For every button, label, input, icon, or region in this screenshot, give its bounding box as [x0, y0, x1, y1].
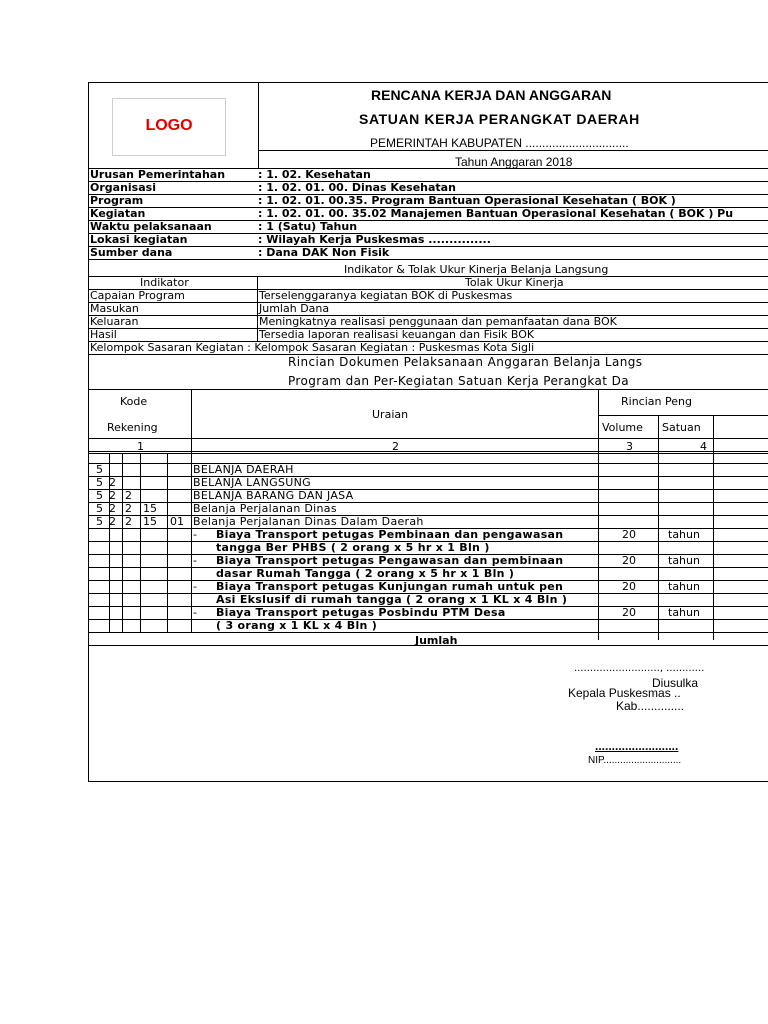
grid-line	[88, 259, 768, 260]
item-bullet: -	[193, 554, 197, 567]
rincian-title: Rincian Dokumen Pelaksanaan Anggaran Belanja Langs	[288, 355, 643, 369]
kabupaten-line: Kab..............	[616, 699, 685, 713]
info-value: : 1. 02. Kesehatan	[258, 168, 371, 181]
diusulkan-label: Diusulka	[652, 676, 699, 690]
rekening-header: Rekening	[107, 421, 158, 434]
grid-line	[257, 276, 258, 341]
info-label: Kegiatan	[90, 207, 146, 220]
kepala-puskesmas: Kepala Puskesmas ..	[568, 686, 681, 700]
uraian-cell: Biaya Transport petugas Pembinaan dan pengawasan	[216, 528, 564, 541]
uraian-cell: BELANJA BARANG DAN JASA	[193, 489, 354, 502]
kode-cell: 5	[96, 489, 103, 502]
grid-line	[88, 489, 768, 490]
kode-cell: 2	[125, 515, 132, 528]
kode-cell: 2	[125, 489, 132, 502]
volume-header: Volume	[602, 421, 643, 434]
indicator-label: Masukan	[90, 302, 139, 315]
logo-text: LOGO	[145, 117, 193, 134]
nip-line: NIP............................	[588, 755, 682, 766]
grid-line	[167, 453, 168, 632]
logo	[112, 98, 226, 156]
jumlah-label: Jumlah	[415, 634, 458, 647]
grid-line	[191, 389, 192, 453]
grid-line	[140, 453, 141, 632]
place-date: ..........................., ............	[574, 663, 705, 674]
volume-cell: 20	[622, 606, 636, 619]
grid-line	[88, 302, 768, 303]
item-bullet: -	[193, 606, 197, 619]
kode-cell: 15	[143, 515, 157, 528]
grid-line	[88, 276, 768, 277]
kelompok-sasaran: Kelompok Sasaran Kegiatan : Kelompok Sasaran Kegiatan : Puskesmas Kota Sigli	[90, 341, 535, 354]
uraian-cell: Biaya Transport petugas Kunjungan rumah untuk pen	[216, 580, 564, 593]
uraian-cell: Belanja Perjalanan Dinas	[193, 502, 337, 515]
volume-cell: 20	[622, 554, 636, 567]
info-value: : 1. 02. 01. 00.35. Program Bantuan Operasional Kesehatan ( BOK )	[258, 194, 676, 207]
grid-line	[88, 515, 768, 516]
uraian-cell: Biaya Transport petugas Pengawasan dan pembinaan	[216, 554, 564, 567]
satuan-cell: tahun	[668, 554, 700, 567]
info-value: : 1 (Satu) Tahun	[258, 220, 358, 233]
tahun-anggaran: Tahun Anggaran 2018	[455, 155, 573, 169]
kode-cell: 2	[109, 502, 116, 515]
grid-line	[88, 246, 768, 247]
indicator-value: Meningkatnya realisasi penggunaan dan pemanfaatan dana BOK	[259, 315, 617, 328]
signatory-name: .........................	[595, 739, 679, 753]
indicator-value: Jumlah Dana	[259, 302, 330, 315]
kode-cell: 15	[143, 502, 157, 515]
grid-line	[122, 453, 123, 632]
uraian-cell: Belanja Perjalanan Dinas Dalam Daerah	[193, 515, 424, 528]
grid-line	[88, 453, 768, 454]
grid-line	[88, 476, 768, 477]
grid-line	[88, 451, 768, 452]
col-number-3: 3	[626, 440, 633, 453]
volume-cell: 20	[622, 528, 636, 541]
indicator-col-header: Indikator	[140, 276, 189, 289]
rincian-subtitle: Program dan Per-Kegiatan Satuan Kerja Perangkat Da	[288, 374, 630, 388]
info-value: : Dana DAK Non Fisik	[258, 246, 390, 259]
col-number-1: 1	[137, 440, 144, 453]
indicator-label: Keluaran	[90, 315, 139, 328]
uraian-header: Uraian	[372, 408, 409, 421]
grid-line	[88, 463, 768, 464]
satuan-cell: tahun	[668, 606, 700, 619]
volume-cell: 20	[622, 580, 636, 593]
info-label: Urusan Pemerintahan	[90, 168, 226, 181]
kode-header: Kode	[120, 395, 148, 408]
indicator-value: Tersedia laporan realisasi keuangan dan Fisik BOK	[259, 328, 535, 341]
doc-subtitle: SATUAN KERJA PERANGKAT DAERAH	[359, 111, 640, 127]
satuan-cell: tahun	[668, 528, 700, 541]
kode-cell: 01	[170, 515, 184, 528]
indicator-value: Terselenggaranya kegiatan BOK di Puskesmas	[259, 289, 513, 302]
kode-cell: 5	[96, 463, 103, 476]
grid-line	[598, 415, 768, 416]
satuan-cell: tahun	[668, 580, 700, 593]
info-label: Waktu pelaksanaan	[90, 220, 212, 233]
uraian-cell: ( 3 orang x 1 KL x 4 Bln )	[216, 619, 378, 632]
info-label: Organisasi	[90, 181, 156, 194]
tolak-ukur-col-header: Tolak Ukur Kinerja	[465, 276, 564, 289]
col-number-4: 4	[700, 440, 707, 453]
info-value: : 1. 02. 01. 00. 35.02 Manajemen Bantuan Operasional Kesehatan ( BOK ) Pu	[258, 207, 734, 220]
grid-line	[88, 389, 768, 390]
item-bullet: -	[193, 580, 197, 593]
grid-line	[258, 150, 768, 151]
col-number-2: 2	[392, 440, 399, 453]
kode-cell: 2	[109, 476, 116, 489]
grid-line	[88, 438, 768, 439]
grid-line	[88, 632, 768, 633]
info-label: Sumber dana	[90, 246, 173, 259]
kode-cell: 5	[96, 476, 103, 489]
info-value: : 1. 02. 01. 00. Dinas Kesehatan	[258, 181, 456, 194]
grid-line	[258, 82, 259, 168]
grid-line	[191, 453, 192, 632]
indicator-label: Capaian Program	[90, 289, 185, 302]
uraian-cell: BELANJA LANGSUNG	[193, 476, 311, 489]
kode-cell: 2	[109, 515, 116, 528]
uraian-cell: dasar Rumah Tangga ( 2 orang x 5 hr x 1 Bln )	[216, 567, 515, 580]
kode-cell: 5	[96, 502, 103, 515]
info-label: Lokasi kegiatan	[90, 233, 188, 246]
indicator-section-title: Indikator & Tolak Ukur Kinerja Belanja Langsung	[344, 263, 609, 276]
info-label: Program	[90, 194, 144, 207]
kode-cell: 2	[109, 489, 116, 502]
uraian-cell: Biaya Transport petugas Posbindu PTM Desa	[216, 606, 506, 619]
grid-line	[88, 619, 768, 620]
uraian-cell: Asi Ekslusif di rumah tangga ( 2 orang x 1 KL x 4 Bln )	[216, 593, 568, 606]
satuan-header: Satuan	[662, 421, 701, 434]
kode-cell: 5	[96, 515, 103, 528]
indicator-label: Hasil	[90, 328, 117, 341]
grid-line	[88, 82, 768, 83]
doc-title: RENCANA KERJA DAN ANGGARAN	[371, 87, 612, 103]
pemerintah-line: PEMERINTAH KABUPATEN ...............................	[370, 136, 629, 150]
grid-line	[88, 82, 89, 782]
rincian-header: Rincian Peng	[621, 395, 692, 408]
kode-cell: 2	[125, 502, 132, 515]
info-value: : Wilayah Kerja Puskesmas ...............	[258, 233, 491, 246]
grid-line	[88, 502, 768, 503]
rka-sheet	[88, 82, 768, 782]
grid-line	[88, 781, 768, 782]
item-bullet: -	[193, 528, 197, 541]
uraian-cell: BELANJA DAERAH	[193, 463, 294, 476]
uraian-cell: tangga Ber PHBS ( 2 orang x 5 hr x 1 Bln )	[216, 541, 490, 554]
